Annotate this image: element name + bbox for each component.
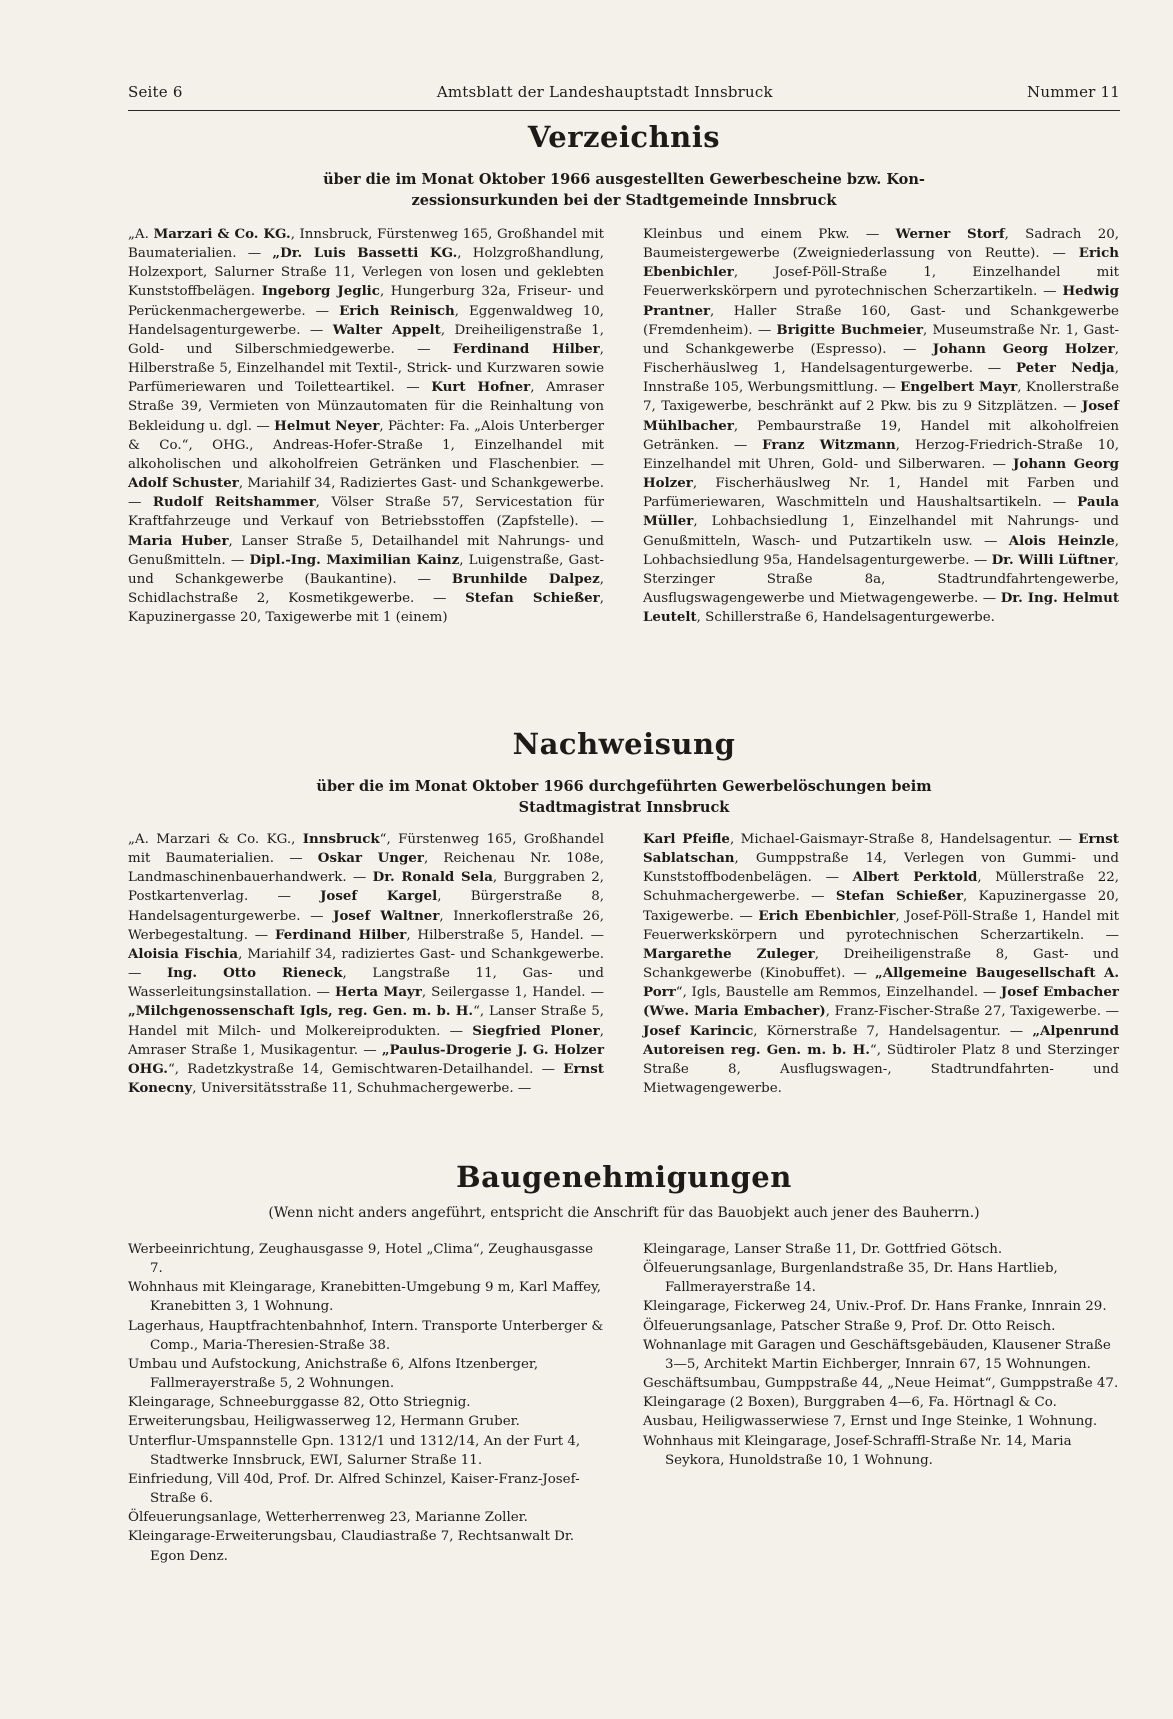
entry-text: Kleinbus und einem Pkw. —: [643, 227, 896, 242]
nachweisung-left-column: [128, 830, 604, 1098]
entry-name: Ernst Sablatschan: [643, 831, 1119, 867]
entry-text: , Michael-Gaismayr-Straße 8, Handelsagentur. —: [729, 832, 1079, 847]
baugenehmigungen-title: Baugenehmigungen: [456, 1160, 792, 1194]
entry-name: Rudolf Reitshammer: [152, 494, 316, 511]
entry-name: Brunhilde Dalpez: [451, 570, 600, 587]
entry-name: „Allgemeine Baugesellschaft A. Porr: [643, 965, 1120, 1001]
entry-name: Maria Huber: [128, 532, 229, 549]
permit-entry: Unterflur-Umspannstelle Gpn. 1312/1 und 1312/14, An der Furt 4, Stadtwerke Innsbruck, EWI, Salurner Straße 11.: [128, 1433, 581, 1468]
entry-text: , Schidlachstraße 2, Kosmetikgewerbe. —: [128, 571, 604, 606]
permit-entry: Werbeeinrichtung, Zeughausgasse 9, Hotel „Clima“, Zeughausgasse 7.: [128, 1242, 594, 1277]
permit-entry: Ausbau, Heiligwasserwiese 7, Ernst und Inge Steinke, 1 Wohnung.: [643, 1414, 1098, 1430]
entry-text: , Dreiheiligenstraße 8, Gast- und Schankgewerbe (Kinobuffet). —: [643, 946, 1119, 982]
entry-name: Erich Ebenbichler: [643, 245, 1119, 281]
entry-text: , Amraser Straße 1, Musikagentur. —: [128, 1023, 605, 1058]
header-rule: [128, 110, 1120, 111]
entry-text: , Kapuzinergasse 20, Taxigewerbe mit 1 (einem): [128, 590, 604, 626]
entry-name: Siegfried Ploner: [472, 1022, 600, 1039]
permit-entry: Kleingarage, Fickerweg 24, Univ.-Prof. Dr. Hans Franke, Innrain 29.: [643, 1299, 1107, 1315]
entry-name: Walter Appelt: [332, 321, 441, 338]
verzeichnis-right-column: [643, 225, 1119, 627]
entry-name: Hedwig Prantner: [643, 283, 1119, 319]
entry-text: , Franz-Fischer-Straße 27, Taxigewerbe. —: [825, 1004, 1119, 1020]
entry-name: Dr. Ing. Helmut Leutelt: [643, 589, 1119, 626]
entry-text: , Knollerstraße 7, Taxigewerbe, beschränkt auf 2 Pkw. bis zu 9 Sitzplätzen. —: [643, 380, 1120, 415]
entry-name: Karl Pfeifle: [643, 831, 730, 847]
entry-text: , Herzog-Friedrich-Straße 10, Einzelhandel mit Uhren, Gold- und Silberwaren. —: [643, 437, 1119, 472]
entry-name: Josef Kargel: [320, 888, 438, 905]
entry-name: Josef Waltner: [333, 907, 440, 924]
entry-name: Adolf Schuster: [128, 475, 239, 492]
entry-name: Helmut Neyer: [274, 417, 380, 434]
permit-entry: Kleingarage (2 Boxen), Burggraben 4—6, Fa. Hörtnagl & Co.: [643, 1395, 1057, 1411]
entry-name: Aloisia Fischia: [128, 945, 239, 962]
entry-name: Paula Müller: [643, 494, 1119, 530]
entry-text: , Dreiheiligenstraße 1, Gold- und Silberschmiedgewerbe. —: [128, 322, 605, 357]
entry-name: Kurt Hofner: [431, 379, 531, 396]
permit-entry: Einfriedung, Vill 40d, Prof. Dr. Alfred Schinzel, Kaiser-Franz-Josef-Straße 6.: [128, 1471, 580, 1507]
entry-text: „A. Marzari & Co. KG.,: [128, 832, 303, 847]
entry-name: Josef Karincic: [643, 1022, 754, 1039]
entry-text: , Seilergasse 1, Handel. —: [421, 985, 604, 1001]
entry-name: Peter Nedja: [1015, 360, 1115, 377]
entry-text: , Mariahilf 34, radiziertes Gast- und Schankgewerbe. —: [128, 946, 605, 982]
entry-name: Johann Georg Holzer: [932, 340, 1115, 357]
baugenehmigungen-note: (Wenn nicht anders angeführt, entspricht die Anschrift für das Bauobjekt auch jener des Bauherrn.): [268, 1205, 980, 1221]
entry-text: , Universitätsstraße 11, Schuhmachergewerbe. —: [192, 1081, 532, 1097]
entry-text: , Völser Straße 57, Servicestation für Kraftfahrzeuge und Verkauf von Betriebsstoffen (Zapfstelle). —: [128, 495, 604, 530]
entry-name: Ferdinand Hilber: [275, 926, 407, 943]
entry-text: , Lanser Straße 5, Detailhandel mit Nahrungs- und Genußmitteln. —: [128, 533, 604, 568]
verzeichnis-left-text: [128, 225, 604, 627]
entry-text: , Innerkoflerstraße 26, Werbegestaltung. —: [128, 908, 604, 943]
permit-entry: Kleingarage-Erweiterungsbau, Claudiastraße 7, Rechtsanwalt Dr. Egon Denz.: [128, 1529, 575, 1564]
entry-text: “, Fürstenweg 165, Großhandel mit Baumaterialien. —: [128, 832, 604, 867]
entry-text: , Josef-Pöll-Straße 1, Handel mit Feuerwerkskörpern und pyrotechnischen Scherzartikeln. —: [643, 908, 1119, 943]
entry-text: “, Igls, Baustelle am Remmos, Einzelhandel. —: [675, 985, 1001, 1001]
entry-text: , Burggraben 2, Postkartenverlag. —: [128, 870, 604, 905]
entry-text: , Bürgerstraße 8, Handelsagenturgewerbe. —: [128, 889, 604, 924]
nachweisung-right-column: [643, 830, 1119, 1098]
entry-text: , Haller Straße 160, Gast- und Schankgewerbe (Fremdenheim). —: [643, 303, 1119, 338]
page-number: Seite 6: [128, 83, 183, 101]
verzeichnis-left-column: [128, 225, 604, 627]
baugenehmigungen-left-column: [128, 1240, 604, 1566]
entry-name: Josef Embacher (Wwe. Maria Embacher): [643, 984, 1119, 1020]
nachweisung-left-text: [128, 830, 604, 1098]
entry-name: Werner Storf: [895, 226, 1005, 242]
entry-text: , Schillerstraße 6, Handelsagenturgewerbe.: [696, 610, 995, 626]
entry-name: Stefan Schießer: [465, 589, 600, 606]
permit-entry: Ölfeuerungsanlage, Patscher Straße 9, Prof. Dr. Otto Reisch.: [643, 1318, 1056, 1334]
entry-name: „Alpenrund Autoreisen reg. Gen. m. b. H.: [643, 1022, 1119, 1058]
permit-entry: Lagerhaus, Hauptfrachtenbahnhof, Intern. Transporte Unterberger & Comp., Maria-Theresien-Straße 38.: [128, 1318, 604, 1353]
entry-text: , Innsbruck, Fürstenweg 165, Großhandel mit Baumaterialien. —: [128, 227, 604, 262]
entry-name: Dr. Willi Lüftner: [991, 551, 1115, 568]
entry-name: Erich Ebenbichler: [758, 907, 896, 924]
entry-text: , Sterzinger Straße 8a, Stadtrundfahrtengewerbe, Ausflugswagengewerbe und Mietwagengewerbe. —: [643, 552, 1119, 606]
entry-name: Alois Heinzle: [1008, 532, 1115, 549]
entry-name: Stefan Schießer: [835, 888, 964, 905]
nachweisung-title: Nachweisung: [512, 727, 736, 761]
entry-text: , Eggenwaldweg 10, Handelsagenturgewerbe. —: [128, 303, 604, 338]
entry-text: , Amraser Straße 39, Vermieten von Münzautomaten für die Reinhaltung von Bekleidung u. dgl. —: [128, 380, 604, 434]
entry-text: , Josef-Pöll-Straße 1, Einzelhandel mit Feuerwerkskörpern und pyrotechnischen Scherzartikeln. —: [643, 265, 1119, 300]
entry-name: Dipl.-Ing. Maximilian Kainz: [249, 551, 460, 568]
baugenehmigungen-right-column: [643, 1240, 1119, 1470]
entry-name: Johann Georg Holzer: [643, 455, 1119, 492]
permit-entry: Kleingarage, Lanser Straße 11, Dr. Gottfried Götsch.: [643, 1242, 1003, 1257]
entry-text: “, Radetzkystraße 14, Gemischtwaren-Detailhandel. —: [167, 1061, 564, 1077]
verzeichnis-subtitle-line2: zessionsurkunden bei der Stadtgemeinde Innsbruck: [411, 192, 837, 209]
entry-text: , Müllerstraße 22, Schuhmachergewerbe. —: [643, 870, 1119, 905]
permit-entry: Wohnhaus mit Kleingarage, Josef-Schraffl-Straße Nr. 14, Maria Seykora, Hunoldstraße 10, 1 Wohnung.: [643, 1433, 1072, 1468]
entry-name: Margarethe Zuleger: [643, 945, 815, 962]
verzeichnis-title: Verzeichnis: [527, 120, 721, 154]
publication-title: Amtsblatt der Landeshauptstadt Innsbruck: [436, 83, 773, 101]
entry-name: Ernst Konecny: [128, 1060, 604, 1097]
entry-text: , Innstraße 105, Werbungsmittlung. —: [643, 361, 1120, 396]
entry-name: Oskar Unger: [317, 850, 424, 867]
entry-text: , Pächter: Fa. „Alois Unterberger & Co.“, OHG., Andreas-Hofer-Straße 1, Einzelhandel mit alkoholischen und alkoholfreien Getränken und Flaschenbier. —: [128, 418, 604, 472]
nachweisung-subtitle-line1: über die im Monat Oktober 1966 durchgeführten Gewerbelöschungen beim: [316, 778, 932, 795]
entry-text: , Kapuzinergasse 20, Taxigewerbe. —: [643, 889, 1119, 924]
entry-name: Herta Mayr: [335, 984, 422, 1001]
permit-entry: Ölfeuerungsanlage, Wetterherrenweg 23, Marianne Zoller.: [128, 1510, 528, 1526]
entry-text: , Sadrach 20, Baumeistergewerbe (Zweigniederlassung von Reutte). —: [643, 227, 1119, 262]
permit-entry: Geschäftsumbau, Gumppstraße 44, „Neue Heimat“, Gumppstraße 47.: [643, 1376, 1119, 1392]
entry-text: , Lohbachsiedlung 1, Einzelhandel mit Nahrungs- und Genußmitteln, Wasch- und Putzartikeln usw. —: [643, 514, 1119, 549]
entry-name: Innsbruck: [302, 831, 380, 847]
entry-name: Marzari & Co. KG.: [153, 226, 291, 242]
entry-name: „Paulus-Drogerie J. G. Holzer OHG.: [128, 1041, 605, 1077]
page-header: [128, 83, 1120, 101]
entry-name: Ingeborg Jeglic: [261, 283, 380, 300]
verzeichnis-right-text: [643, 225, 1119, 627]
permit-entry: Ölfeuerungsanlage, Burgenlandstraße 35, Dr. Hans Hartlieb, Fallmerayerstraße 14.: [643, 1261, 1058, 1296]
entry-name: Ferdinand Hilber: [452, 340, 600, 357]
entry-text: „A.: [128, 227, 154, 242]
entry-name: „Milchgenossenschaft Igls, reg. Gen. m. b. H.: [128, 1003, 474, 1020]
permit-entry: Wohnhaus mit Kleingarage, Kranebitten-Umgebung 9 m, Karl Maffey, Kranebitten 3, 1 Wohnung.: [128, 1280, 602, 1315]
entry-text: , Hilberstraße 5, Handel. —: [406, 927, 605, 943]
entry-text: , Langstraße 11, Gas- und Wasserleitungsinstallation. —: [128, 966, 604, 1001]
permit-entry: Kleingarage, Schneeburggasse 82, Otto Striegnig.: [128, 1395, 471, 1411]
entry-text: , Pembaurstraße 19, Handel mit alkoholfreien Getränken. —: [643, 418, 1119, 453]
entry-text: , Hilberstraße 5, Einzelhandel mit Textil-, Strick- und Kurzwaren sowie Parfümeriewaren und Toiletteartikel. —: [128, 341, 604, 396]
entry-text: , Fischerhäuslweg Nr. 1, Handel mit Farben und Parfümeriewaren, Waschmitteln und Haushaltsartikeln. —: [643, 476, 1119, 511]
entry-name: Franz Witzmann: [762, 436, 896, 453]
entry-text: , Hungerburg 32a, Friseur- und Perückenmachergewerbe. —: [128, 284, 604, 319]
entry-name: Brigitte Buchmeier: [776, 321, 924, 338]
entry-text: , Fischerhäuslweg 1, Handelsagenturgewerbe. —: [643, 341, 1119, 377]
permit-entry: Erweiterungsbau, Heiligwasserweg 12, Hermann Gruber.: [128, 1414, 520, 1430]
entry-name: Engelbert Mayr: [900, 379, 1018, 396]
issue-number: Nummer 11: [1027, 83, 1120, 101]
entry-text: , Reichenau Nr. 108e, Landmaschinenbauerhandwerk. —: [128, 851, 604, 886]
verzeichnis-subtitle-line1: über die im Monat Oktober 1966 ausgestellten Gewerbescheine bzw. Kon-: [323, 171, 925, 188]
permit-entry: Umbau und Aufstockung, Anichstraße 6, Alfons Itzenberger, Fallmerayerstraße 5, 2 Wohnungen.: [128, 1356, 539, 1392]
entry-text: , Gumppstraße 14, Verlegen von Gummi- und Kunststoffbodenbelägen. —: [643, 851, 1119, 886]
nachweisung-subtitle-line2: Stadtmagistrat Innsbruck: [518, 799, 730, 816]
entry-text: “, Lanser Straße 5, Handel mit Milch- und Molkereiprodukten. —: [128, 1004, 605, 1039]
permit-entry: Wohnanlage mit Garagen und Geschäftsgebäuden, Klausener Straße 3—5, Architekt Martin Eichberger, Innrain 67, 15 Wohnungen.: [643, 1337, 1111, 1372]
entry-text: , Luigenstraße, Gast- und Schankgewerbe (Baukantine). —: [128, 552, 604, 587]
entry-text: , Lohbachsiedlung 95a, Handelsagenturgewerbe. —: [643, 533, 1119, 568]
entry-name: Ing. Otto Rieneck: [167, 965, 343, 982]
entry-text: , Holzgroßhandlung, Holzexport, Salurner Straße 11, Verlegen von losen und geklebten Kunststoffbelägen.: [128, 246, 604, 300]
entry-text: , Mariahilf 34, Radiziertes Gast- und Schankgewerbe. —: [128, 476, 605, 511]
entry-text: , Körnerstraße 7, Handelsagentur. —: [753, 1023, 1033, 1039]
entry-name: Josef Mühlbacher: [643, 398, 1119, 434]
entry-text: “, Südtiroler Platz 8 und Sterzinger Straße 8, Ausflugswagen-, Stadtrundfahrten- und Mietwagengewerbe.: [643, 1042, 1119, 1097]
entry-name: Erich Reinisch: [339, 302, 455, 319]
entry-text: , Museumstraße Nr. 1, Gast- und Schankgewerbe (Espresso). —: [643, 322, 1119, 357]
entry-name: Albert Perktold: [852, 869, 978, 886]
nachweisung-right-text: [643, 830, 1119, 1098]
entry-name: Dr. Ronald Sela: [372, 869, 493, 886]
entry-name: „Dr. Luis Bassetti KG.: [272, 245, 458, 262]
